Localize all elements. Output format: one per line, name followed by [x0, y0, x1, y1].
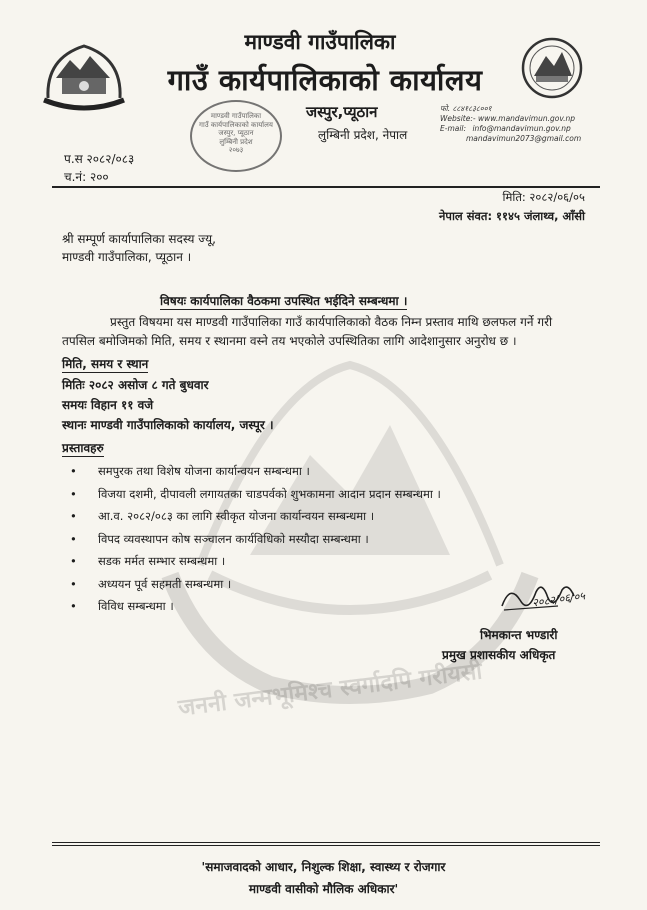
- proposal-text: सडक मर्मत सम्भार सम्बन्धमा ।: [98, 554, 226, 568]
- subject-line: विषयः कार्यपालिका वैठकमा उपस्थित भईदिने सम्बन्धमा ।: [160, 294, 408, 308]
- email-address-2: mandavimun2073@gmail.com: [466, 134, 582, 143]
- municipality-name: माण्डवी गाउँपालिका: [244, 30, 396, 54]
- proposal-item: [70, 528, 590, 551]
- proposal-item: [70, 505, 590, 528]
- schedule-heading: मिति, समय र स्थान: [62, 357, 149, 371]
- province: लुम्बिनी प्रदेश, नेपाल: [318, 128, 408, 142]
- stamp-line: जस्पुर, प्यूठान: [218, 129, 254, 137]
- stamp-line: गाउँ कार्यपालिकाको कार्यालय: [199, 120, 273, 129]
- header-divider: [52, 186, 600, 188]
- phone-number: फो. ८८४१८३८००१: [440, 104, 492, 113]
- proposal-item: [70, 460, 590, 483]
- bullet-icon: •: [70, 464, 77, 478]
- stamp-line: लुम्बिनी प्रदेश: [219, 137, 253, 146]
- proposal-item: [70, 483, 590, 506]
- meeting-place: स्थानः माण्डवी गाउँपालिकाको कार्यालय, जस्पूर ।: [62, 418, 274, 432]
- stamp-line: माण्डवी गाउँपालिका: [210, 112, 262, 120]
- watermark-text: जननी जन्मभूमिश्च स्वर्गादपि गरीयसी: [176, 658, 484, 722]
- nepal-emblem-logo: [40, 38, 128, 114]
- meeting-time: समयः विहान ११ वजे: [62, 398, 154, 412]
- signature-date: २०८२/०६/०५: [531, 589, 586, 610]
- email-label: E-mail:: [440, 124, 467, 133]
- proposal-text: विविध सम्बन्धमा ।: [98, 599, 174, 613]
- proposal-text: विपद व्यवस्थापन कोष सञ्चालन कार्यविधिको मस्यौदा सम्बन्धमा ।: [98, 531, 369, 546]
- office-name: गाउँ कार्यपालिकाको कार्यालय: [167, 63, 483, 97]
- nepal-samvat-date: नेपाल संवत: ११४५ जंलाथ्व, आँसी: [439, 209, 585, 223]
- email-address-1: info@mandavimun.gov.np: [472, 124, 571, 133]
- bullet-icon: •: [70, 509, 77, 523]
- dispatch-number: च.नं: २००: [64, 170, 109, 184]
- bullet-icon: •: [70, 554, 77, 568]
- footer-slogan-line-2: माण्डवी वासीको मौलिक अधिकार': [248, 882, 399, 896]
- signatory-name: भिमकान्त भण्डारी: [480, 628, 558, 642]
- body-line-2: तपसिल बमोजिमको मिति, समय र स्थानमा वस्ने तय भएकोले उपस्थितिका लागि आदेशानुसार अनुरोध छ ।: [62, 334, 517, 348]
- office-stamp: [190, 100, 282, 172]
- letter-date: मिति: २०८२/०६/०५: [502, 190, 585, 204]
- signatory-title: प्रमुख प्रशासकीय अधिकृत: [442, 648, 556, 662]
- proposal-text: आ.व. २०८२/०८३ का लागि स्वीकृत योजना कार्यान्वयन सम्बन्धमा ।: [98, 509, 375, 523]
- office-location: जस्पुर,प्यूठान: [306, 103, 378, 121]
- footer-divider: [52, 842, 600, 846]
- recipient-line-1: श्री सम्पूर्ण कार्यापालिका सदस्य ज्यू,: [62, 232, 216, 246]
- bullet-icon: •: [70, 531, 77, 546]
- bullet-icon: •: [70, 599, 77, 613]
- proposal-text: समपुरक तथा विशेष योजना कार्यान्वयन सम्बन्धमा ।: [98, 464, 310, 478]
- recipient-line-2: माण्डवी गाउँपालिका, प्यूठान ।: [62, 250, 192, 264]
- bullet-icon: •: [70, 576, 77, 591]
- proposal-text: अध्ययन पूर्व सहमती सम्बन्धमा ।: [98, 576, 232, 591]
- proposals-heading: प्रस्तावहरु: [62, 441, 104, 455]
- meeting-date: मितिः २०८२ असोज ८ गते बुधवार: [62, 378, 209, 392]
- bullet-icon: •: [70, 486, 77, 501]
- fiscal-year: प.स २०८२/०८३: [64, 152, 135, 166]
- proposal-item: [70, 550, 590, 573]
- footer-slogan-line-1: 'समाजवादको आधार, निशुल्क शिक्षा, स्वास्थ्य र रोजगार: [201, 860, 446, 874]
- proposal-text: विजया दशमी, दीपावली लगायतका चाडपर्वको शुभकामना आदान प्रदान सम्बन्धमा ।: [98, 486, 441, 501]
- website: Website:- www.mandavimun.gov.np: [440, 114, 576, 123]
- stamp-line: २०७३: [228, 146, 244, 154]
- body-line-1: प्रस्तुत विषयमा यस माण्डवी गाउँपालिका गाउँ कार्यपालिकाको वैठक निम्न प्रस्ताव माथि छलफल गर्ने गरी: [110, 315, 553, 329]
- email-line-1: [440, 124, 571, 134]
